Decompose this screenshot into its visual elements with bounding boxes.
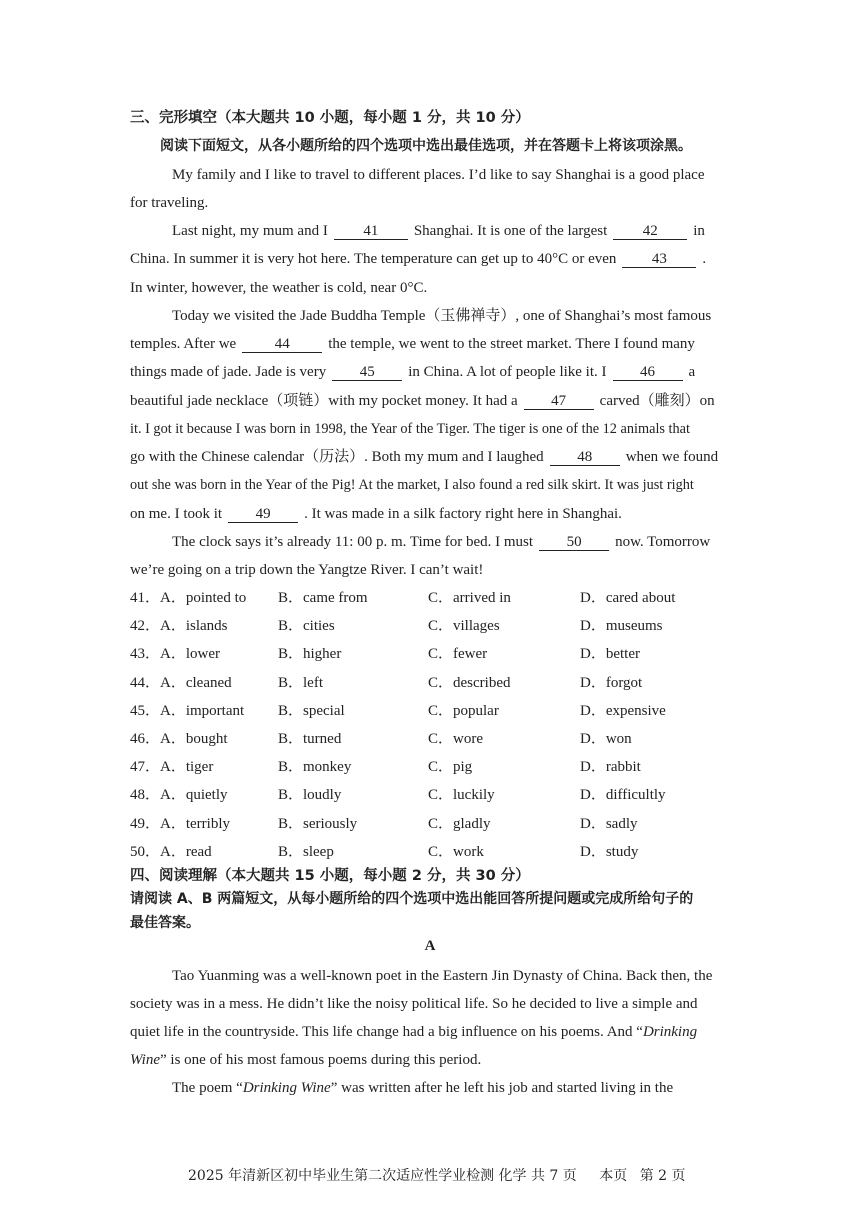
option-b: B．cities (278, 618, 335, 635)
passage-line (130, 447, 730, 467)
blank-43: 43 (622, 252, 696, 268)
blank-45: 45 (332, 365, 402, 381)
passage-text: the temple, we went to the street market. There I found many (328, 336, 695, 352)
poem-title: Drinking Wine (242, 1080, 331, 1096)
passage-text: Today we visited the Jade Buddha Temple（玉佛禅寺）, one of Shanghai’s most famous (172, 308, 712, 324)
option-d: D．rabbit (580, 759, 641, 776)
option-a: 43．A．lower (130, 646, 220, 663)
option-b: B．came from (278, 590, 368, 606)
passage-text: now. Tomorrow (615, 534, 711, 550)
section-3-heading: 三、完形填空（本大题共 10 小题，每小题 1 分，共 10 分） (130, 110, 530, 126)
passage-line (130, 334, 730, 354)
passage-text: . (702, 251, 707, 267)
option-row (130, 673, 750, 693)
section-4-heading: 四、阅读理解（本大题共 15 小题，每小题 2 分，共 30 分） (130, 868, 530, 884)
option-d: D．expensive (580, 702, 666, 719)
passage-text: The clock says it’s already 11: 00 p. m. Time for bed. I must (172, 534, 534, 550)
option-a: 42．A．islands (130, 618, 228, 635)
option-d: D．sadly (580, 815, 638, 832)
option-d: D．study (580, 843, 639, 860)
option-a: 44．A．cleaned (130, 674, 232, 691)
passage-line (172, 1078, 772, 1098)
passage-text: China. In summer it is very hot here. The temperature can get up to 40°C or even (130, 251, 617, 267)
option-row (130, 644, 750, 664)
passage-text: out she was born in the Year of the Pig! At the market, I also found a red silk skirt. It was just right (130, 477, 694, 493)
option-row (130, 814, 750, 834)
option-c: C．pig (428, 759, 473, 776)
page-footer (188, 1165, 748, 1185)
blank-47: 47 (524, 394, 594, 410)
option-b: B．special (278, 702, 345, 719)
option-row (130, 616, 750, 636)
passage-text: ” was written after he left his job and started living in the (330, 1080, 674, 1096)
option-row (130, 757, 750, 777)
option-c: C．wore (428, 731, 483, 747)
section-3-instruction: 阅读下面短文，从各小题所给的四个选项中选出最佳选项，并在答题卡上将该项涂黑。 (160, 138, 692, 154)
passage-text: Shanghai. It is one of the largest (413, 223, 608, 239)
poem-title: Wine (130, 1052, 160, 1068)
option-c: C．gladly (428, 815, 491, 832)
option-a: 45．A．important (130, 702, 245, 719)
passage-line (172, 221, 772, 241)
footer-exam-title: 2025 年清新区初中毕业生第二次适应性学业检测 化学 共 7 页 (188, 1168, 577, 1184)
option-c: C．popular (428, 702, 499, 719)
option-c: C．arrived in (428, 590, 511, 606)
passage-text: on me. I took it (130, 506, 223, 522)
option-b: B．left (278, 674, 323, 691)
option-a: 46．A．bought (130, 731, 228, 747)
passage-text: things made of jade. Jade is very (130, 364, 327, 380)
blank-46: 46 (613, 365, 683, 381)
passage-text: for traveling. (130, 195, 209, 211)
passage-text: The poem “ (172, 1080, 243, 1096)
passage-line (130, 391, 730, 411)
passage-text: it. I got it because I was born in 1998, the Year of the Tiger. The tiger is one of the 12 animals that (130, 421, 690, 437)
passage-line (172, 532, 772, 552)
passage-text: a (688, 364, 696, 380)
passage-line (130, 504, 730, 524)
passage-text: go with the Chinese calendar（历法）. Both my mum and I laughed (130, 449, 544, 465)
option-a: 50．A．read (130, 843, 212, 860)
option-row (130, 842, 750, 862)
option-b: B．turned (278, 731, 342, 747)
passage-text: we’re going on a trip down the Yangtze River. I can’t wait! (130, 562, 484, 578)
passage-text: temples. After we (130, 336, 237, 352)
passage-text: . It was made in a silk factory right here in Shanghai. (304, 506, 622, 522)
option-d: D．museums (580, 618, 663, 635)
footer-page-label: 本页 (599, 1168, 628, 1184)
option-d: D．cared about (580, 590, 676, 606)
passage-line (130, 1050, 730, 1070)
poem-title: Drinking (642, 1024, 698, 1040)
passage-text: Tao Yuanming was a well-known poet in the Eastern Jin Dynasty of China. Back then, the (172, 968, 713, 984)
section-4-instruction: 最佳答案。 (130, 915, 200, 931)
passage-text: quiet life in the countryside. This life change had a big influence on his poems. And “ (130, 1024, 643, 1040)
passage-text: carved（雕刻）on (599, 393, 715, 409)
passage-text: Last night, my mum and I (172, 223, 328, 239)
section-4-instruction: 请阅读 A、B 两篇短文，从每小题所给的四个选项中选出能回答所提问题或完成所给句子的 (130, 891, 694, 907)
option-row (130, 701, 750, 721)
option-b: B．seriously (278, 815, 358, 832)
passage-text: when we found (625, 449, 719, 465)
option-c: C．work (428, 843, 484, 860)
option-c: C．fewer (428, 646, 488, 663)
option-d: D．better (580, 646, 640, 663)
option-c: C．villages (428, 618, 500, 635)
passage-line (130, 249, 730, 269)
option-row (130, 729, 750, 749)
option-b: B．sleep (278, 843, 334, 860)
option-c: C．luckily (428, 787, 495, 804)
option-a: 48．A．quietly (130, 787, 228, 804)
passage-label: A (424, 938, 436, 954)
blank-48: 48 (550, 450, 620, 466)
blank-42: 42 (613, 224, 687, 240)
blank-50: 50 (539, 535, 609, 551)
passage-text: society was in a mess. He didn’t like the noisy political life. So he decided to live a simple and (130, 996, 698, 1012)
blank-49: 49 (228, 507, 298, 523)
option-c: C．described (428, 674, 511, 691)
option-d: D．difficultly (580, 787, 666, 804)
passage-text: In winter, however, the weather is cold, near 0°C. (130, 280, 428, 296)
blank-41: 41 (334, 224, 408, 240)
passage-text: in China. A lot of people like it. I (408, 364, 607, 380)
passage-line (130, 1022, 730, 1042)
option-b: B．loudly (278, 787, 342, 804)
option-b: B．higher (278, 646, 342, 663)
option-d: D．won (580, 731, 632, 747)
passage-text: beautiful jade necklace（项链）with my pocket money. It had a (130, 393, 518, 409)
footer-page-number: 第 2 页 (639, 1168, 686, 1184)
blank-44: 44 (242, 337, 322, 353)
option-row (130, 785, 750, 805)
passage-line (130, 362, 730, 382)
option-b: B．monkey (278, 759, 352, 776)
option-row (130, 588, 750, 608)
option-d: D．forgot (580, 674, 643, 691)
option-a: 41．A．pointed to (130, 590, 247, 606)
passage-text: ” is one of his most famous poems during this period. (160, 1052, 482, 1068)
passage-text: in (693, 223, 705, 239)
option-a: 49．A．terribly (130, 815, 230, 832)
passage-text: My family and I like to travel to different places. I’d like to say Shanghai is a good place (172, 167, 705, 183)
option-a: 47．A．tiger (130, 759, 214, 776)
